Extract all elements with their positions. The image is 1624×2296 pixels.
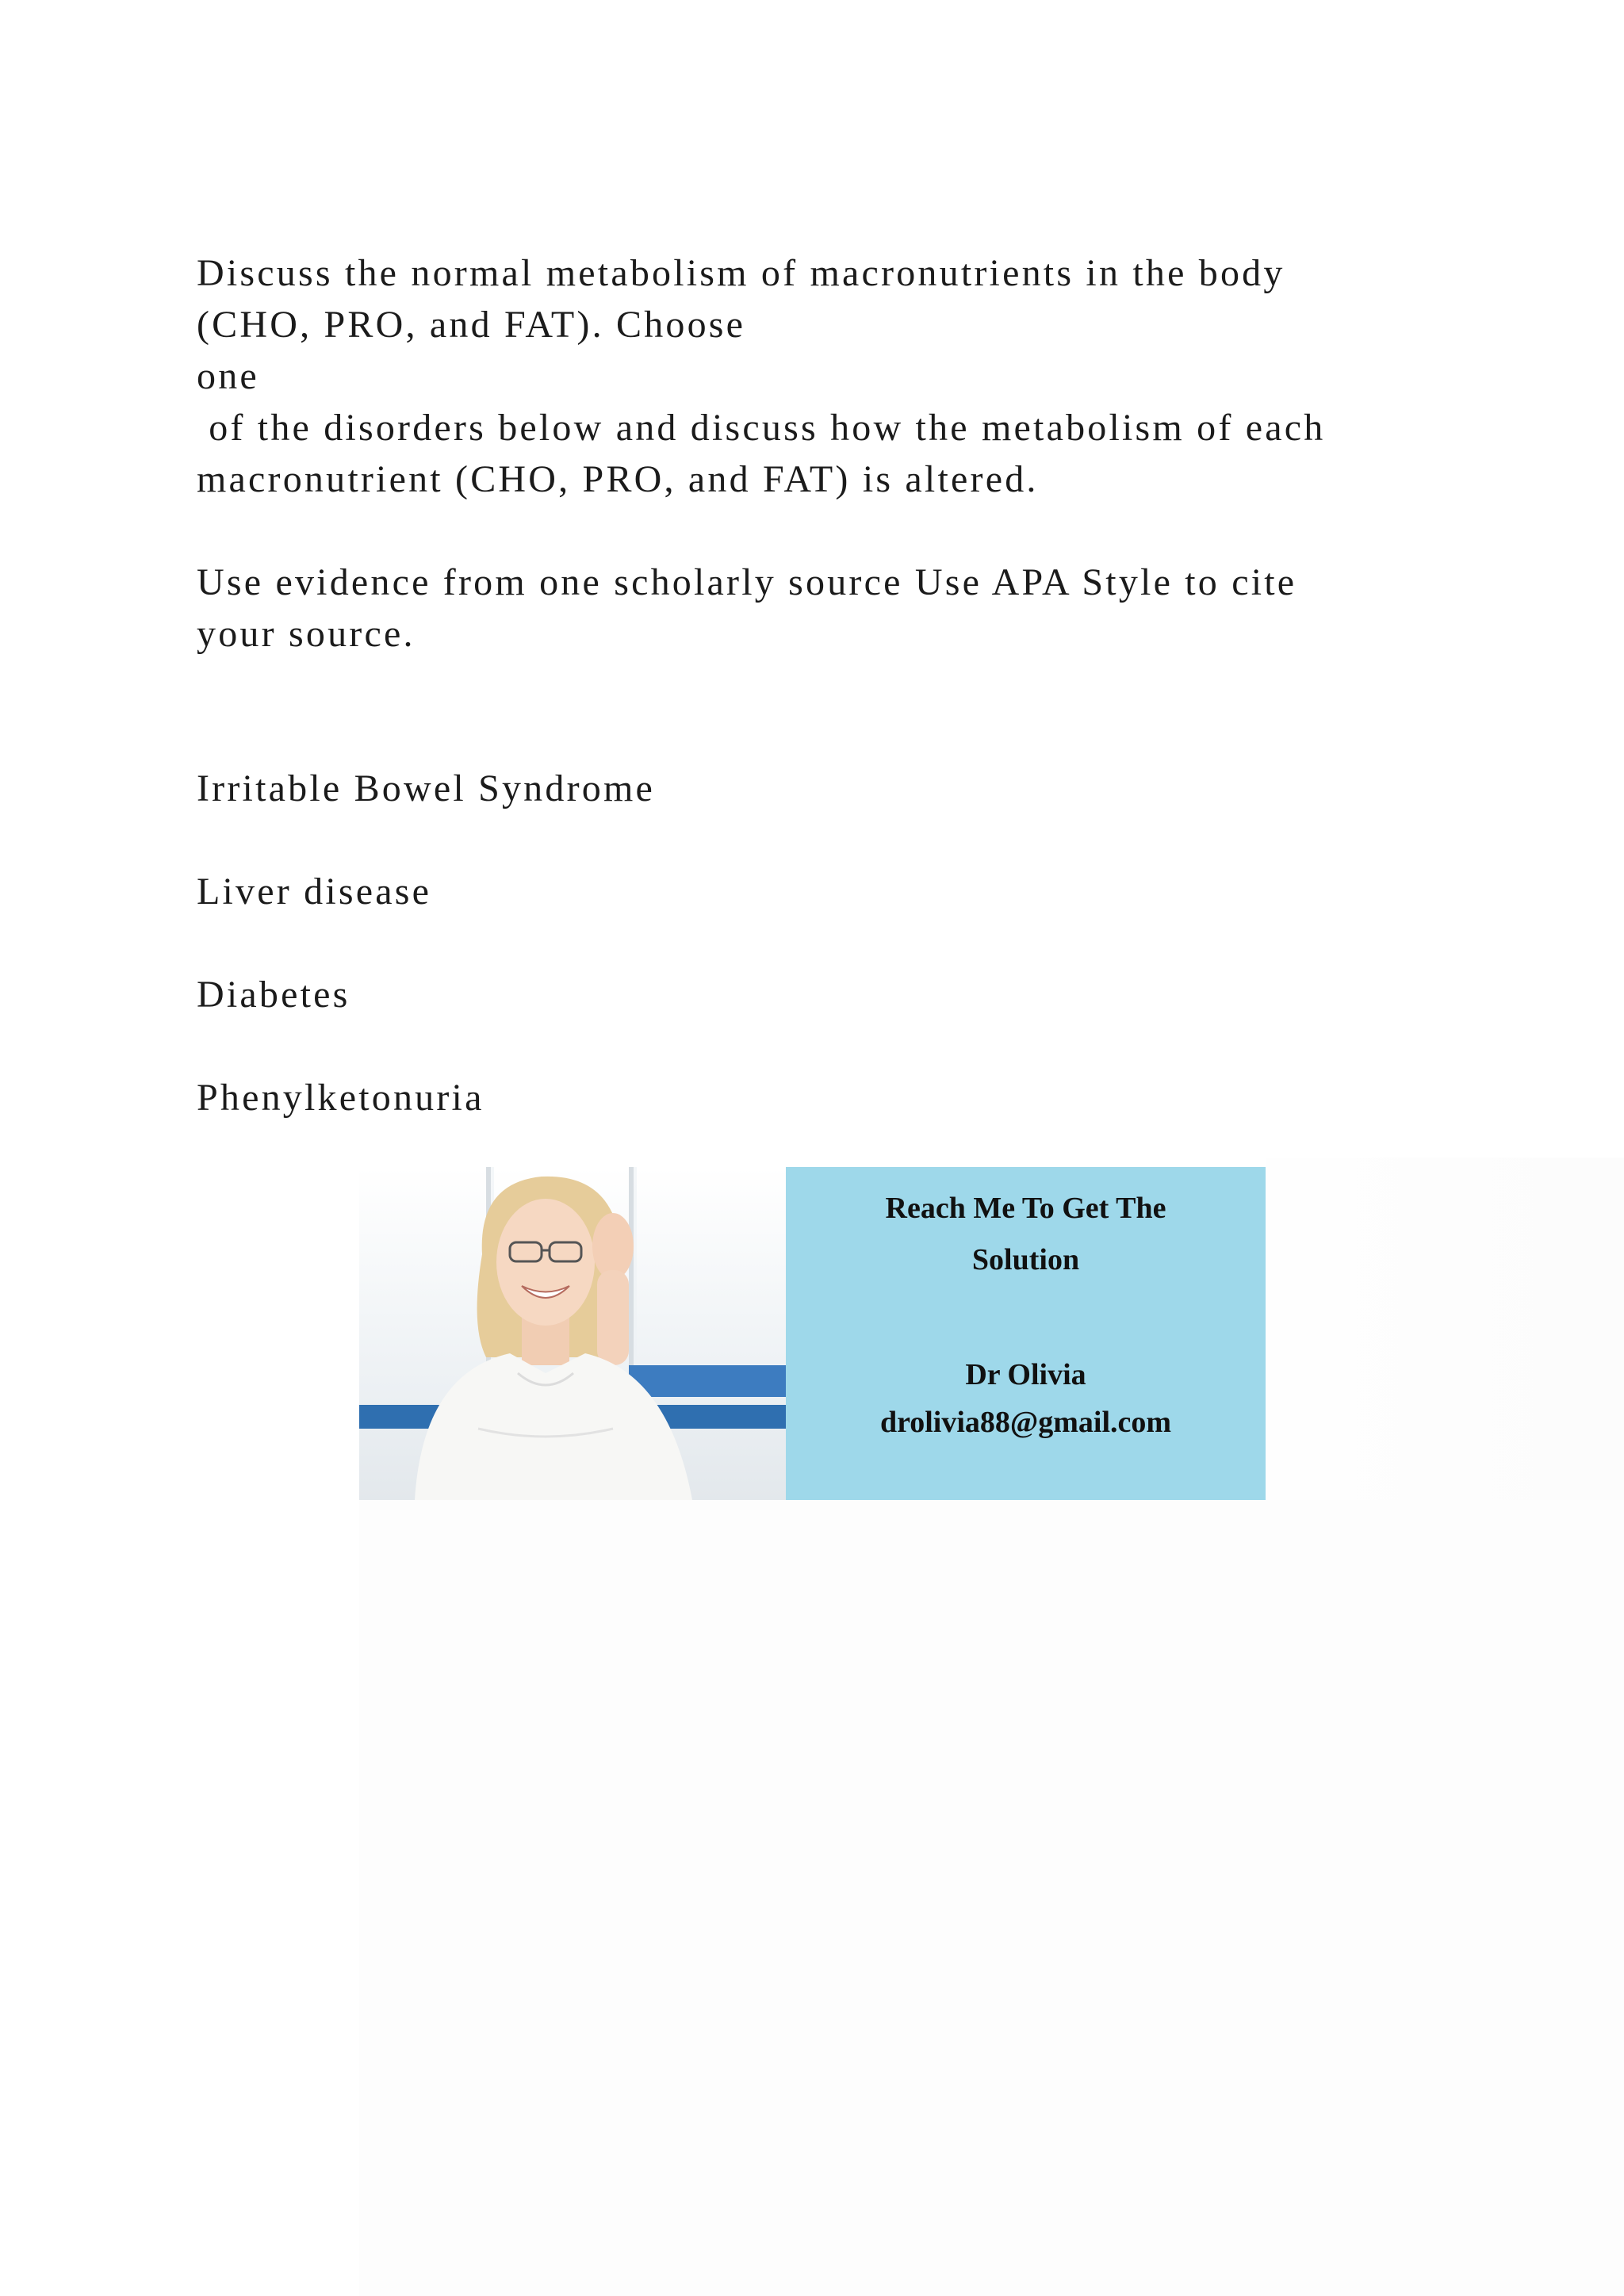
paragraph-line: macronutrient (CHO, PRO, and FAT) is altered. [197, 458, 1039, 500]
paragraph-line: one [197, 355, 259, 397]
contact-email[interactable]: drolivia88@gmail.com [879, 1406, 1172, 1439]
woman-with-glasses-photo [359, 1167, 786, 1500]
paragraph-line: Discuss the normal metabolism of macronutrients in the body [197, 252, 1285, 294]
contact-name: Dr Olivia [965, 1358, 1086, 1391]
paragraph-line: of the disorders below and discuss how the metabolism of each [197, 407, 1326, 449]
paragraph-line: (CHO, PRO, and FAT). Choose [197, 304, 746, 346]
background-shade [359, 1500, 1624, 2296]
contact-card [786, 1167, 1266, 1500]
instruction-line: your source. [197, 613, 416, 655]
background-shade [1266, 1158, 1624, 1500]
disorder-item: Phenylketonuria [197, 1077, 485, 1119]
disorder-item: Diabetes [197, 974, 350, 1016]
contact-banner [359, 1167, 1266, 1500]
banner-heading: Solution [971, 1243, 1080, 1276]
instruction-line: Use evidence from one scholarly source Use APA Style to cite [197, 561, 1297, 603]
disorder-item: Irritable Bowel Syndrome [197, 767, 656, 809]
disorder-item: Liver disease [197, 871, 432, 913]
banner-heading: Reach Me To Get The [885, 1192, 1166, 1225]
